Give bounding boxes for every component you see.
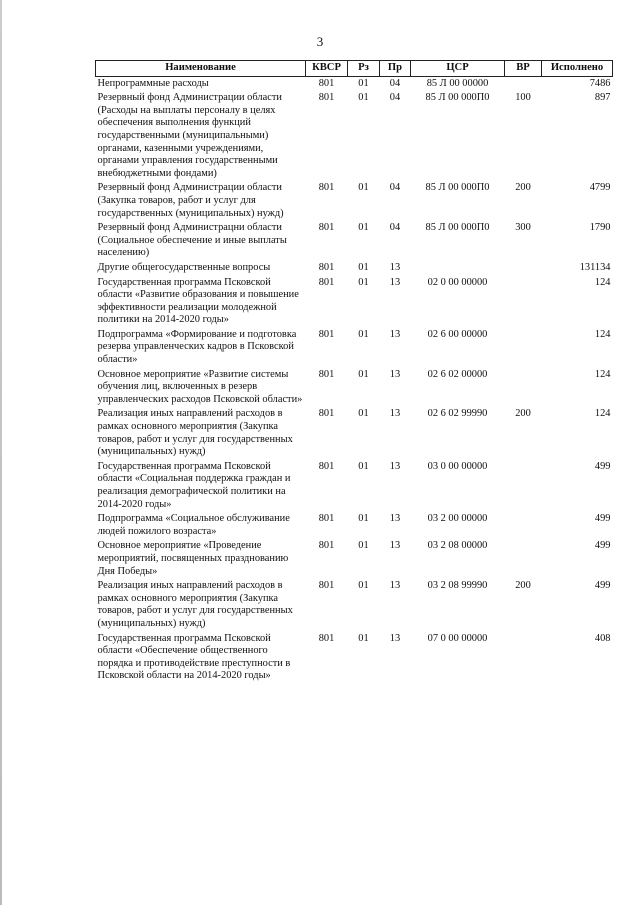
row-kvsr: 801 — [318, 460, 335, 472]
row-csr: 02 0 00 00000 — [427, 276, 488, 288]
row-rz: 01 — [358, 77, 369, 89]
row-rz: 01 — [358, 261, 369, 273]
row-vr: 200 — [515, 408, 531, 420]
row-rz: 01 — [358, 222, 369, 234]
header-csr: ЦСР — [411, 61, 505, 77]
row-pr: 13 — [389, 276, 401, 288]
table-row — [96, 92, 613, 182]
row-csr: 85 Л 00 000П0 — [425, 92, 490, 104]
row-pr: 04 — [389, 222, 401, 234]
row-vr — [505, 513, 542, 540]
row-pr: 13 — [389, 408, 401, 420]
row-name: Подпрограмма «Формирование и подготовка резерва управленческих кадров в Псковской области» — [97, 328, 297, 366]
row-csr: 02 6 00 00000 — [427, 328, 488, 340]
row-kvsr: 801 — [318, 632, 335, 644]
table-row — [96, 262, 613, 277]
row-csr: 07 0 00 00000 — [427, 632, 488, 644]
header-rz: Рз — [348, 61, 380, 77]
row-pr: 13 — [389, 328, 401, 340]
row-vr — [505, 369, 542, 409]
row-csr: 03 2 08 99990 — [427, 580, 488, 592]
row-kvsr: 801 — [318, 540, 335, 552]
row-name: Резервный фонд Администрацни области (Социальное обеспечение и иные выплаты населению) — [97, 222, 287, 259]
row-vr — [505, 76, 542, 92]
row-csr: 85 Л 00 00000 — [426, 77, 489, 89]
table-row — [96, 540, 613, 580]
row-rz: 01 — [358, 580, 369, 592]
row-rz: 01 — [358, 276, 369, 288]
row-rz: 01 — [358, 328, 369, 340]
row-rz: 01 — [358, 460, 369, 472]
row-pr: 04 — [389, 92, 401, 104]
row-amount: 499 — [594, 460, 611, 472]
row-amount: 1790 — [589, 222, 611, 234]
row-rz: 01 — [358, 540, 369, 552]
row-amount: 4799 — [589, 182, 611, 194]
table-row — [96, 513, 613, 540]
row-name: Резервный фонд Администрации области (Расходы на выплаты персоналу в целях обеспечения выполнения функций государственными (муниципальными) органами, казенными учреждениями, органами управления государственными внебюджетными фондами) — [97, 92, 282, 179]
row-amount: 131134 — [579, 261, 611, 273]
row-name: Реализация иных направлений расходов в рамках основного мероприятия (Закупка товаров, работ и услуг для государственных (муниципальных) нужд) — [97, 408, 293, 458]
row-name: Основное мероприятие «Развитие системы обучения лиц, включенных в резерв управленческих расходов Псковской области» — [97, 368, 303, 405]
row-rz: 01 — [358, 632, 369, 644]
row-name: Непрограммные расходы — [97, 77, 209, 89]
row-rz: 01 — [358, 182, 369, 194]
row-vr — [505, 461, 542, 513]
row-vr — [505, 633, 542, 685]
table-header — [96, 61, 613, 77]
budget-table — [95, 60, 613, 685]
row-csr — [411, 262, 505, 277]
row-amount: 124 — [594, 276, 611, 288]
row-kvsr: 801 — [318, 261, 335, 273]
row-vr: 200 — [515, 580, 531, 592]
row-vr: 100 — [515, 92, 531, 104]
header-name: Наименование — [96, 61, 306, 77]
row-csr: 85 Л 00 000П0 — [425, 182, 490, 194]
row-pr: 13 — [389, 368, 401, 380]
row-kvsr: 801 — [318, 368, 335, 380]
row-name: Основное мероприятие «Проведение мероприятий, посвященных празднованию Дня Победы» — [97, 540, 289, 577]
row-amount: 499 — [594, 513, 611, 525]
row-csr: 03 0 00 00000 — [427, 460, 488, 472]
row-kvsr: 801 — [318, 328, 335, 340]
row-kvsr: 801 — [318, 408, 335, 420]
row-name: Подпрограмма «Социальное обслуживание людей пожилого возраста» — [97, 513, 290, 537]
row-rz: 01 — [358, 368, 369, 380]
header-amount: Исполнено — [542, 61, 613, 77]
row-vr — [505, 277, 542, 329]
row-vr — [505, 262, 542, 277]
row-pr: 04 — [389, 182, 401, 194]
row-rz: 01 — [358, 92, 369, 104]
row-vr — [505, 329, 542, 369]
row-kvsr: 801 — [318, 513, 335, 525]
row-pr: 13 — [389, 540, 401, 552]
row-vr: 300 — [515, 222, 531, 234]
row-kvsr: 801 — [318, 92, 335, 104]
table-row — [96, 408, 613, 460]
row-csr: 85 Л 00 000П0 — [425, 222, 490, 234]
table-row — [96, 222, 613, 262]
table-row — [96, 633, 613, 685]
table-row — [96, 369, 613, 409]
row-amount: 897 — [594, 92, 611, 104]
table-row — [96, 329, 613, 369]
row-vr — [505, 540, 542, 580]
row-amount: 124 — [594, 408, 611, 420]
header-kvsr: КВСР — [306, 61, 348, 77]
row-amount: 408 — [594, 632, 611, 644]
table-body — [96, 76, 613, 685]
row-amount: 7486 — [589, 77, 611, 89]
row-amount: 499 — [594, 540, 611, 552]
scan-edge — [0, 0, 2, 905]
row-pr: 13 — [389, 460, 401, 472]
row-kvsr: 801 — [318, 276, 335, 288]
row-csr: 03 2 00 00000 — [427, 513, 488, 525]
row-kvsr: 801 — [318, 77, 335, 89]
row-name: Государственная программа Псковской области «Развитие образования и повышение эффективности реализации молодежной политики на 2014-2020 годы» — [97, 276, 299, 326]
row-amount: 499 — [594, 580, 611, 592]
row-csr: 02 6 02 99990 — [427, 408, 488, 420]
table-row — [96, 580, 613, 632]
row-pr: 13 — [389, 580, 401, 592]
row-name: Государственная программа Псковской области «Обеспечение общественного порядка и противодействие преступности в Псковской области на 2014-2020 годы» — [97, 632, 291, 682]
row-rz: 01 — [358, 408, 369, 420]
row-csr: 03 2 08 00000 — [427, 540, 488, 552]
row-amount: 124 — [594, 368, 611, 380]
row-pr: 13 — [389, 261, 401, 273]
row-kvsr: 801 — [318, 222, 335, 234]
row-name: Резервный фонд Администрации области (Закупка товаров, работ и услуг для государственных (муниципальных) нужд) — [97, 182, 284, 219]
row-rz: 01 — [358, 513, 369, 525]
row-amount: 124 — [594, 328, 611, 340]
header-pr: Пр — [380, 61, 411, 77]
header-row — [96, 61, 613, 77]
row-kvsr: 801 — [318, 580, 335, 592]
table-row — [96, 277, 613, 329]
row-pr: 13 — [389, 513, 401, 525]
table-row — [96, 182, 613, 222]
row-name: Реализация иных направлений расходов в рамках основного мероприятия (Закупка товаров, работ и услуг для государственных (муниципальных) нужд) — [97, 580, 293, 629]
row-name: Другие общегосударственные вопросы — [97, 261, 271, 273]
row-kvsr: 801 — [318, 182, 335, 194]
row-pr: 04 — [389, 77, 401, 89]
row-vr: 200 — [515, 182, 531, 194]
page-number: 3 — [316, 34, 324, 49]
table-row — [96, 461, 613, 513]
header-vr: ВР — [505, 61, 542, 77]
table-row — [96, 76, 613, 92]
row-name: Государственная программа Псковской области «Социальная поддержка граждан и реализация демографической политики на 2014-2020 годы» — [97, 460, 291, 510]
row-csr: 02 6 02 00000 — [427, 368, 488, 380]
row-pr: 13 — [389, 632, 401, 644]
